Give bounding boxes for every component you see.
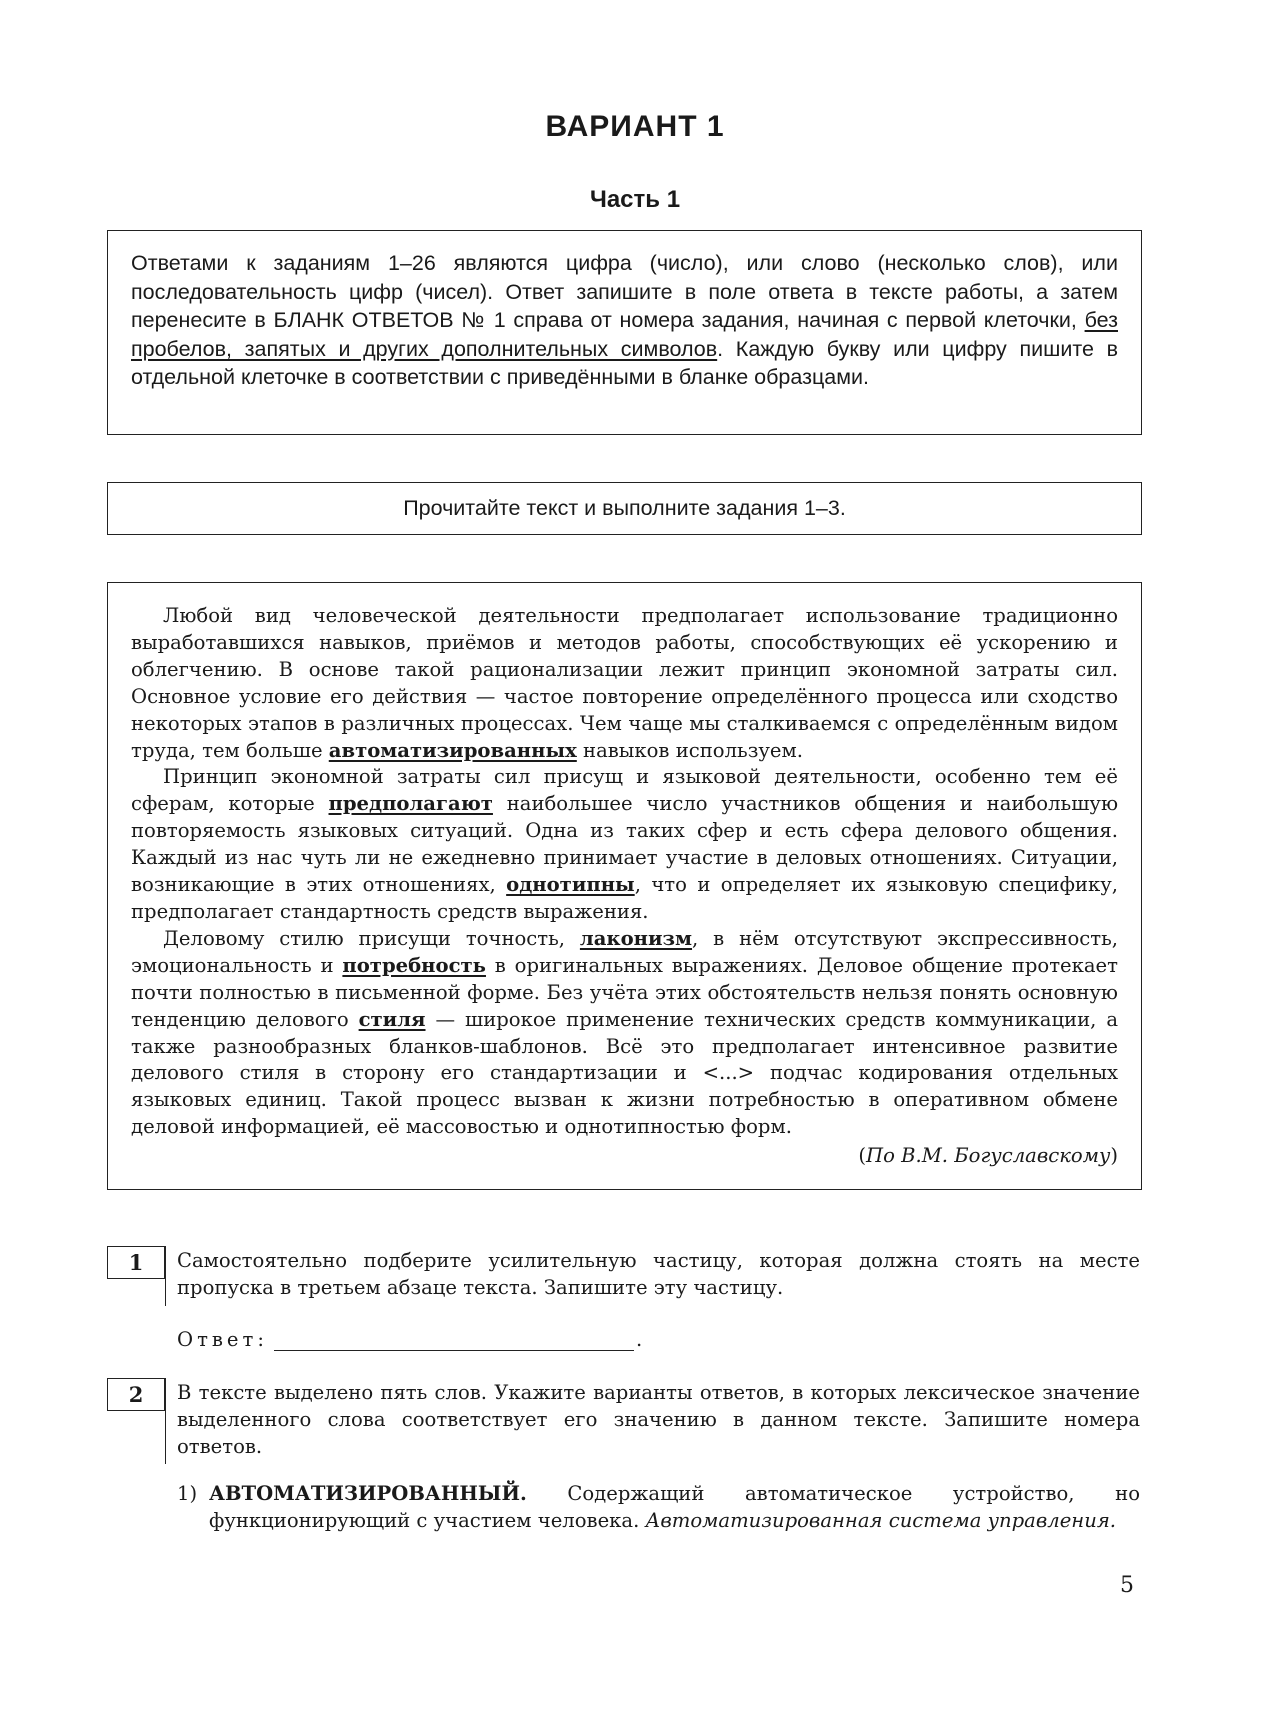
paragraph-2 [131,764,1118,925]
instructions-text [131,249,1118,392]
task-2-divider [165,1378,166,1464]
keyword-stilya: стиля [358,1007,426,1031]
p3-text-c: в оригинальных выражениях. Деловое общение протекает почти полностью в письменной форме. Без учёта этих обстоятельств нельзя понять основную тенденцию делового [131,953,1118,1031]
p2-text-end: , что и определяет их языковую специфику, предполагает стандартность средств выражения. [131,873,1118,923]
read-prompt-box [107,482,1142,535]
task-1-divider [165,1246,166,1306]
text-source [131,1142,1118,1169]
p3-text-b: , в нём отсутствуют экспрессивность, эмоциональность и [131,926,1118,977]
page-number: 5 [1120,1573,1134,1598]
p1-text-end: навыков используем. [576,738,803,762]
option-1-number: 1) [177,1482,198,1505]
source-name: По В.М. Богуславскому [866,1144,1111,1168]
source-open: ( [858,1144,866,1168]
read-prompt: Прочитайте текст и выполните задания 1–3. [403,496,846,520]
option-1-definition: Содержащий автоматическое устройство, но функционирующий с участием человека. [209,1482,1140,1532]
task-number-2: 2 [107,1378,165,1411]
p2-text-mid: наибольшее число участников общения и наибольшую повторяемость языковых ситуаций. Одна из таких сфер и есть сфера делового общения. Каждый из нас чуть ли не ежедневно принимает участие в деловых отношениях. Ситуации, возникающие в этих отношениях, [131,792,1118,897]
answer-label: Ответ: [177,1328,268,1351]
instructions-part1: Ответами к заданиям 1–26 являются цифра (число), или слово (несколько слов), или последовательность цифр (чисел). Ответ запишите в поле ответа в тексте работы, а затем перенесите в БЛАНК ОТВЕТОВ № 1 справа от номера задания, начиная с первой клеточки, [131,251,1118,332]
paragraph-1 [131,603,1118,764]
answer-line[interactable] [274,1350,634,1351]
p3-text: Деловому стилю присущи точность, [163,926,580,950]
keyword-predpolagayut: предполагают [328,792,493,816]
option-1 [177,1480,1140,1534]
instructions-part2: . Каждую букву или цифру пишите в отдельной клеточке в соответствии с приведёнными в бланке образцами. [131,336,1118,389]
p3-text-end: — широкое применение технических средств коммуникации, а также разнообразных бланков-шаблонов. Всё это предполагает интенсивное развитие делового стиля в сторону его стандартизации и <...> подчас кодирования отдельных языковых единиц. Такой процесс вызван к жизни потребностью в оперативном обмене деловой информацией, её массовостью и однотипностью форм. [131,1007,1119,1139]
task-number-1: 1 [107,1246,165,1279]
reading-text-box [107,582,1142,1190]
keyword-lakonizm: лаконизм [579,926,693,950]
keyword-odnotipny: однотипны [506,873,635,897]
keyword-potrebnost: потребность [342,953,486,977]
source-close: ) [1110,1144,1118,1168]
answer-end: . [635,1328,647,1351]
variant-title: ВАРИАНТ 1 [545,110,725,143]
instructions-box [107,230,1142,435]
task-1-answer [177,1328,646,1351]
task-1-text: Самостоятельно подберите усилительную частицу, которая должна стоять на месте пропуска в третьем абзаце текста. Запишите эту частицу. [177,1249,1140,1299]
option-1-word: АВТОМАТИЗИРОВАННЫЙ. [209,1482,527,1505]
p2-text: Принцип экономной затраты сил присущ и языковой деятельности, особенно тем её сферам, которые [131,765,1118,816]
part-title: Часть 1 [589,186,681,213]
keyword-avtomatizirovannykh: автоматизированных [328,738,577,762]
instructions-underlined: без пробелов, запятых и других дополнительных символов [131,308,1118,361]
p1-text: Любой вид человеческой деятельности предполагает использование традиционно выработавшихся навыков, приёмов и методов работы, способствующих её ускорению и облегчению. В основе такой рационализации лежит принцип экономной затраты сил. Основное условие его действия — частое повторение определённого процесса или сходство некоторых этапов в различных процессах. Чем чаще мы сталкиваемся с определённым видом труда, тем больше [131,604,1118,762]
task-2-text: В тексте выделено пять слов. Укажите варианты ответов, в которых лексическое значение выделенного слова соответствует его значению в данном тексте. Запишите номера ответов. [177,1381,1140,1458]
option-1-example: Автоматизированная система управления. [645,1509,1117,1532]
paragraph-3 [131,926,1118,1141]
option-1-body [209,1480,1140,1534]
